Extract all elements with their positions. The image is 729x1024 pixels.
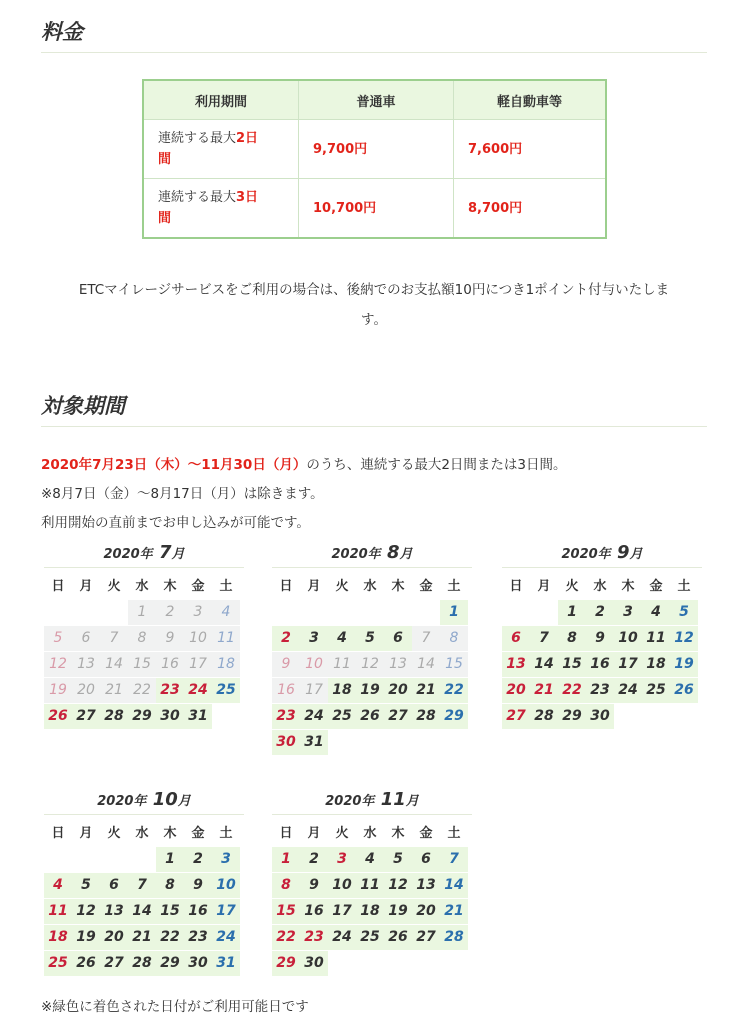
weekday-label: 土 xyxy=(447,579,461,594)
calendar-day-available: 31 xyxy=(300,730,328,755)
calendar-month-number: 10 xyxy=(146,789,178,810)
weekday-label: 火 xyxy=(107,826,121,841)
calendar-day-unavailable: 2 xyxy=(156,600,184,625)
calendar-month-suffix: 月 xyxy=(399,547,413,562)
weekday-label: 火 xyxy=(335,826,349,841)
calendar-day-unavailable: 12 xyxy=(356,652,384,677)
calendar-grid xyxy=(502,574,702,730)
calendar-day-available: 10 xyxy=(328,873,356,898)
calendar-day-unavailable: 12 xyxy=(44,652,72,677)
calendar-day-available: 7 xyxy=(128,873,156,898)
calendar-month-9 xyxy=(502,543,702,730)
calendar-day-available: 30 xyxy=(272,730,300,755)
period-range-highlight: 2020年7月23日（木）～11月30日（月） xyxy=(41,457,307,473)
calendar-day-available: 27 xyxy=(100,951,128,976)
calendar-day-unavailable: 15 xyxy=(128,652,156,677)
calendar-day-unavailable: 5 xyxy=(44,626,72,651)
calendar-day-available: 10 xyxy=(212,873,240,898)
calendar-day-available: 26 xyxy=(670,678,698,703)
weekday-label: 日 xyxy=(51,826,65,841)
weekday-label: 土 xyxy=(219,579,233,594)
calendar-day-unavailable: 21 xyxy=(100,678,128,703)
calendar-day-available: 8 xyxy=(558,626,586,651)
calendar-day-available: 24 xyxy=(328,925,356,950)
calendar-day-available: 29 xyxy=(272,951,300,976)
calendar-day-available: 4 xyxy=(642,600,670,625)
calendar-day-available: 22 xyxy=(272,925,300,950)
calendar-day-unavailable: 17 xyxy=(300,678,328,703)
calendar-day-unavailable: 9 xyxy=(156,626,184,651)
calendar-day-available: 12 xyxy=(384,873,412,898)
calendar-day-available: 18 xyxy=(642,652,670,677)
calendar-day-available: 25 xyxy=(356,925,384,950)
weekday-label: 水 xyxy=(135,579,149,594)
calendar-day-available: 24 xyxy=(614,678,642,703)
calendar-day-unavailable: 14 xyxy=(412,652,440,677)
calendar-day-available: 24 xyxy=(212,925,240,950)
calendar-day-available: 26 xyxy=(44,704,72,729)
calendar-day-available: 27 xyxy=(72,704,100,729)
calendar-day-available: 13 xyxy=(412,873,440,898)
calendar-day-available: 13 xyxy=(100,899,128,924)
calendar-day-available: 21 xyxy=(530,678,558,703)
calendar-month-8 xyxy=(272,543,472,756)
fee-table-row xyxy=(143,179,606,239)
application-note: 利用開始の直前までお申し込みが可能です。 xyxy=(41,515,310,531)
weekday-label: 日 xyxy=(279,579,293,594)
calendar-day-available: 19 xyxy=(670,652,698,677)
calendar-day-available: 28 xyxy=(530,704,558,729)
period-suffix: 間 xyxy=(158,211,172,226)
calendar-day-unavailable: 16 xyxy=(272,678,300,703)
calendar-day-unavailable: 7 xyxy=(100,626,128,651)
calendar-day-available: 9 xyxy=(300,873,328,898)
calendar-separator xyxy=(44,814,244,815)
calendar-month-7 xyxy=(44,543,244,730)
calendar-month-suffix: 月 xyxy=(177,794,191,809)
calendar-day-available: 26 xyxy=(384,925,412,950)
calendar-day-available: 19 xyxy=(384,899,412,924)
calendar-day-available: 16 xyxy=(184,899,212,924)
calendar-day-available: 9 xyxy=(586,626,614,651)
calendar-day-available: 21 xyxy=(412,678,440,703)
calendar-day-available: 28 xyxy=(440,925,468,950)
calendar-day-available: 26 xyxy=(72,951,100,976)
calendar-day-available: 26 xyxy=(356,704,384,729)
calendar-day-available: 3 xyxy=(300,626,328,651)
fee-row-kei: 7,600円 xyxy=(454,120,607,179)
etc-note-line2: す。 xyxy=(361,312,387,328)
calendar-day-unavailable: 19 xyxy=(44,678,72,703)
calendar-day-available: 1 xyxy=(440,600,468,625)
weekday-label: 月 xyxy=(79,826,93,841)
calendar-day-available: 23 xyxy=(272,704,300,729)
calendar-grid xyxy=(44,574,244,730)
calendar-day-available: 18 xyxy=(356,899,384,924)
calendar-day-unavailable: 3 xyxy=(184,600,212,625)
calendar-day-available: 6 xyxy=(384,626,412,651)
etc-note-line1: ETCマイレージサービスをご利用の場合は、後納でのお支払額10円につき1ポイント付与いたしま xyxy=(78,282,670,298)
period-range-rest: のうち、連続する最大2日間または3日間。 xyxy=(306,457,567,473)
calendar-day-available: 30 xyxy=(300,951,328,976)
weekday-label: 木 xyxy=(621,579,635,594)
fee-table xyxy=(142,79,607,239)
calendar-day-available: 15 xyxy=(272,899,300,924)
period-heading-rule xyxy=(41,426,707,427)
calendar-day-available: 1 xyxy=(272,847,300,872)
calendar-day-available: 12 xyxy=(72,899,100,924)
calendar-day-available: 8 xyxy=(272,873,300,898)
weekday-label: 水 xyxy=(363,826,377,841)
calendar-month-11 xyxy=(272,790,472,977)
calendar-day-available: 22 xyxy=(558,678,586,703)
calendar-day-available: 2 xyxy=(300,847,328,872)
period-days: 3日 xyxy=(236,190,259,205)
calendar-day-unavailable: 10 xyxy=(184,626,212,651)
fee-heading: 料金 xyxy=(41,20,83,44)
calendar-year: 2020年 xyxy=(97,794,147,809)
calendar-day-available: 20 xyxy=(502,678,530,703)
calendar-day-available: 4 xyxy=(44,873,72,898)
calendar-day-available: 10 xyxy=(614,626,642,651)
calendar-month-suffix: 月 xyxy=(405,794,419,809)
calendar-grid xyxy=(272,574,472,756)
calendar-day-available: 17 xyxy=(614,652,642,677)
fee-row-period xyxy=(143,120,299,179)
weekday-label: 水 xyxy=(593,579,607,594)
calendar-month-number: 11 xyxy=(374,789,406,810)
calendar-day-unavailable: 16 xyxy=(156,652,184,677)
weekday-label: 月 xyxy=(307,826,321,841)
calendar-day-available: 25 xyxy=(328,704,356,729)
fee-row-normal: 9,700円 xyxy=(299,120,454,179)
weekday-label: 金 xyxy=(191,579,205,594)
period-range-line xyxy=(41,453,567,473)
calendar-day-available: 25 xyxy=(212,678,240,703)
calendar-day-available: 27 xyxy=(502,704,530,729)
weekday-label: 木 xyxy=(391,579,405,594)
calendar-day-available: 22 xyxy=(156,925,184,950)
calendar-separator xyxy=(272,814,472,815)
calendar-day-available: 24 xyxy=(184,678,212,703)
weekday-label: 水 xyxy=(135,826,149,841)
weekday-label: 土 xyxy=(219,826,233,841)
calendar-blank xyxy=(272,600,300,626)
period-days: 2日 xyxy=(236,131,259,146)
calendar-day-available: 12 xyxy=(670,626,698,651)
calendar-day-available: 30 xyxy=(586,704,614,729)
calendar-day-available: 29 xyxy=(558,704,586,729)
calendar-blank xyxy=(100,847,128,873)
calendar-month-number: 9 xyxy=(610,542,630,563)
calendar-blank xyxy=(328,600,356,626)
weekday-label: 金 xyxy=(649,579,663,594)
calendar-day-available: 2 xyxy=(272,626,300,651)
weekday-label: 日 xyxy=(509,579,523,594)
calendar-grid xyxy=(272,821,472,977)
weekday-label: 日 xyxy=(279,826,293,841)
calendar-month-number: 8 xyxy=(380,542,400,563)
calendar-title xyxy=(272,543,472,563)
calendar-blank xyxy=(44,600,72,626)
weekday-label: 金 xyxy=(191,826,205,841)
calendar-day-unavailable: 22 xyxy=(128,678,156,703)
calendar-day-available: 30 xyxy=(184,951,212,976)
fee-row-normal: 10,700円 xyxy=(299,179,454,239)
calendar-separator xyxy=(502,567,702,568)
calendar-day-available: 6 xyxy=(502,626,530,651)
weekday-label: 土 xyxy=(447,826,461,841)
calendar-day-available: 14 xyxy=(128,899,156,924)
fee-row-kei: 8,700円 xyxy=(454,179,607,239)
calendar-title xyxy=(44,790,244,810)
calendar-day-available: 31 xyxy=(212,951,240,976)
period-suffix: 間 xyxy=(158,152,172,167)
calendar-year: 2020年 xyxy=(103,547,153,562)
calendar-blank xyxy=(502,600,530,626)
calendar-blank xyxy=(128,847,156,873)
fee-heading-rule xyxy=(41,52,707,53)
calendar-day-unavailable: 7 xyxy=(412,626,440,651)
calendar-day-available: 23 xyxy=(586,678,614,703)
calendar-blank xyxy=(412,600,440,626)
fee-header-normal: 普通車 xyxy=(299,80,454,120)
calendar-day-available: 13 xyxy=(502,652,530,677)
calendar-day-available: 3 xyxy=(212,847,240,872)
calendar-day-available: 15 xyxy=(558,652,586,677)
calendar-day-available: 5 xyxy=(356,626,384,651)
calendar-day-available: 11 xyxy=(44,899,72,924)
calendar-day-unavailable: 8 xyxy=(128,626,156,651)
calendar-day-available: 28 xyxy=(100,704,128,729)
calendar-day-available: 3 xyxy=(328,847,356,872)
calendar-day-unavailable: 20 xyxy=(72,678,100,703)
calendar-day-unavailable: 17 xyxy=(184,652,212,677)
calendar-day-available: 18 xyxy=(328,678,356,703)
calendar-day-available: 4 xyxy=(356,847,384,872)
calendar-day-unavailable: 10 xyxy=(300,652,328,677)
calendar-day-available: 4 xyxy=(328,626,356,651)
calendar-day-available: 25 xyxy=(642,678,670,703)
calendar-day-available: 1 xyxy=(558,600,586,625)
calendar-day-unavailable: 14 xyxy=(100,652,128,677)
period-heading: 対象期間 xyxy=(41,394,125,418)
calendar-day-available: 14 xyxy=(530,652,558,677)
calendar-blank xyxy=(356,600,384,626)
calendar-day-available: 24 xyxy=(300,704,328,729)
calendar-day-available: 2 xyxy=(184,847,212,872)
calendar-day-available: 31 xyxy=(184,704,212,729)
calendar-day-available: 21 xyxy=(128,925,156,950)
calendar-blank xyxy=(530,600,558,626)
calendar-month-suffix: 月 xyxy=(629,547,643,562)
calendar-day-available: 23 xyxy=(300,925,328,950)
weekday-label: 金 xyxy=(419,826,433,841)
calendar-day-available: 9 xyxy=(184,873,212,898)
weekday-label: 金 xyxy=(419,579,433,594)
weekday-label: 日 xyxy=(51,579,65,594)
calendar-day-available: 18 xyxy=(44,925,72,950)
calendar-day-unavailable: 13 xyxy=(384,652,412,677)
calendar-day-available: 6 xyxy=(412,847,440,872)
weekday-label: 土 xyxy=(677,579,691,594)
calendar-day-available: 16 xyxy=(586,652,614,677)
calendar-grid xyxy=(44,821,244,977)
calendar-day-available: 11 xyxy=(356,873,384,898)
calendar-day-unavailable: 18 xyxy=(212,652,240,677)
calendar-blank xyxy=(384,600,412,626)
calendar-day-available: 22 xyxy=(440,678,468,703)
calendar-day-available: 8 xyxy=(156,873,184,898)
calendar-day-unavailable: 6 xyxy=(72,626,100,651)
calendar-day-available: 1 xyxy=(156,847,184,872)
weekday-label: 木 xyxy=(163,579,177,594)
calendar-day-available: 23 xyxy=(184,925,212,950)
calendar-day-available: 23 xyxy=(156,678,184,703)
calendar-year: 2020年 xyxy=(325,794,375,809)
exclusion-note: ※8月7日（金）～8月17日（月）は除きます。 xyxy=(41,486,324,502)
calendar-day-available: 11 xyxy=(642,626,670,651)
calendar-blank xyxy=(100,600,128,626)
calendar-title xyxy=(502,543,702,563)
calendar-day-available: 28 xyxy=(128,951,156,976)
calendar-day-available: 2 xyxy=(586,600,614,625)
calendar-day-available: 21 xyxy=(440,899,468,924)
calendar-day-available: 17 xyxy=(328,899,356,924)
calendar-day-available: 29 xyxy=(156,951,184,976)
calendar-legend-note: ※緑色に着色された日付がご利用可能日です xyxy=(41,999,309,1015)
calendar-day-available: 30 xyxy=(156,704,184,729)
calendar-day-unavailable: 1 xyxy=(128,600,156,625)
calendar-day-available: 27 xyxy=(384,704,412,729)
weekday-label: 月 xyxy=(79,579,93,594)
calendar-day-unavailable: 11 xyxy=(328,652,356,677)
calendar-month-suffix: 月 xyxy=(171,547,185,562)
calendar-day-available: 5 xyxy=(670,600,698,625)
weekday-label: 月 xyxy=(537,579,551,594)
etc-mileage-note xyxy=(41,275,707,335)
calendar-day-available: 29 xyxy=(128,704,156,729)
fee-header-kei: 軽自動車等 xyxy=(454,80,607,120)
calendar-day-available: 15 xyxy=(156,899,184,924)
weekday-label: 木 xyxy=(391,826,405,841)
calendar-separator xyxy=(272,567,472,568)
period-prefix: 連続する最大 xyxy=(158,131,237,146)
calendar-day-available: 20 xyxy=(412,899,440,924)
calendar-day-unavailable: 15 xyxy=(440,652,468,677)
calendar-day-available: 7 xyxy=(530,626,558,651)
calendar-year: 2020年 xyxy=(561,547,611,562)
fee-row-period xyxy=(143,179,299,239)
period-prefix: 連続する最大 xyxy=(158,190,237,205)
weekday-label: 月 xyxy=(307,579,321,594)
calendar-month-10 xyxy=(44,790,244,977)
calendar-day-available: 28 xyxy=(412,704,440,729)
calendar-day-available: 14 xyxy=(440,873,468,898)
calendar-day-unavailable: 11 xyxy=(212,626,240,651)
weekday-label: 火 xyxy=(335,579,349,594)
calendar-day-available: 6 xyxy=(100,873,128,898)
calendar-title xyxy=(44,543,244,563)
weekday-label: 水 xyxy=(363,579,377,594)
calendar-day-available: 19 xyxy=(72,925,100,950)
calendar-day-unavailable: 8 xyxy=(440,626,468,651)
calendar-day-available: 5 xyxy=(384,847,412,872)
fee-table-row xyxy=(143,120,606,179)
calendar-day-unavailable: 13 xyxy=(72,652,100,677)
calendar-separator xyxy=(44,567,244,568)
calendar-month-number: 7 xyxy=(152,542,172,563)
fee-header-period: 利用期間 xyxy=(143,80,299,120)
calendar-day-available: 27 xyxy=(412,925,440,950)
calendar-day-available: 20 xyxy=(100,925,128,950)
calendar-day-available: 29 xyxy=(440,704,468,729)
calendar-day-unavailable: 9 xyxy=(272,652,300,677)
calendar-blank xyxy=(72,600,100,626)
calendar-day-available: 3 xyxy=(614,600,642,625)
calendar-year: 2020年 xyxy=(331,547,381,562)
calendar-day-available: 17 xyxy=(212,899,240,924)
calendar-blank xyxy=(44,847,72,873)
calendar-day-available: 25 xyxy=(44,951,72,976)
calendar-blank xyxy=(72,847,100,873)
fee-table-header-row xyxy=(143,80,606,120)
weekday-label: 火 xyxy=(565,579,579,594)
weekday-label: 火 xyxy=(107,579,121,594)
calendar-day-available: 20 xyxy=(384,678,412,703)
calendar-day-available: 5 xyxy=(72,873,100,898)
weekday-label: 木 xyxy=(163,826,177,841)
calendar-title xyxy=(272,790,472,810)
calendar-day-available: 19 xyxy=(356,678,384,703)
calendar-day-unavailable: 4 xyxy=(212,600,240,625)
calendar-day-available: 16 xyxy=(300,899,328,924)
calendar-day-available: 7 xyxy=(440,847,468,872)
calendar-blank xyxy=(300,600,328,626)
